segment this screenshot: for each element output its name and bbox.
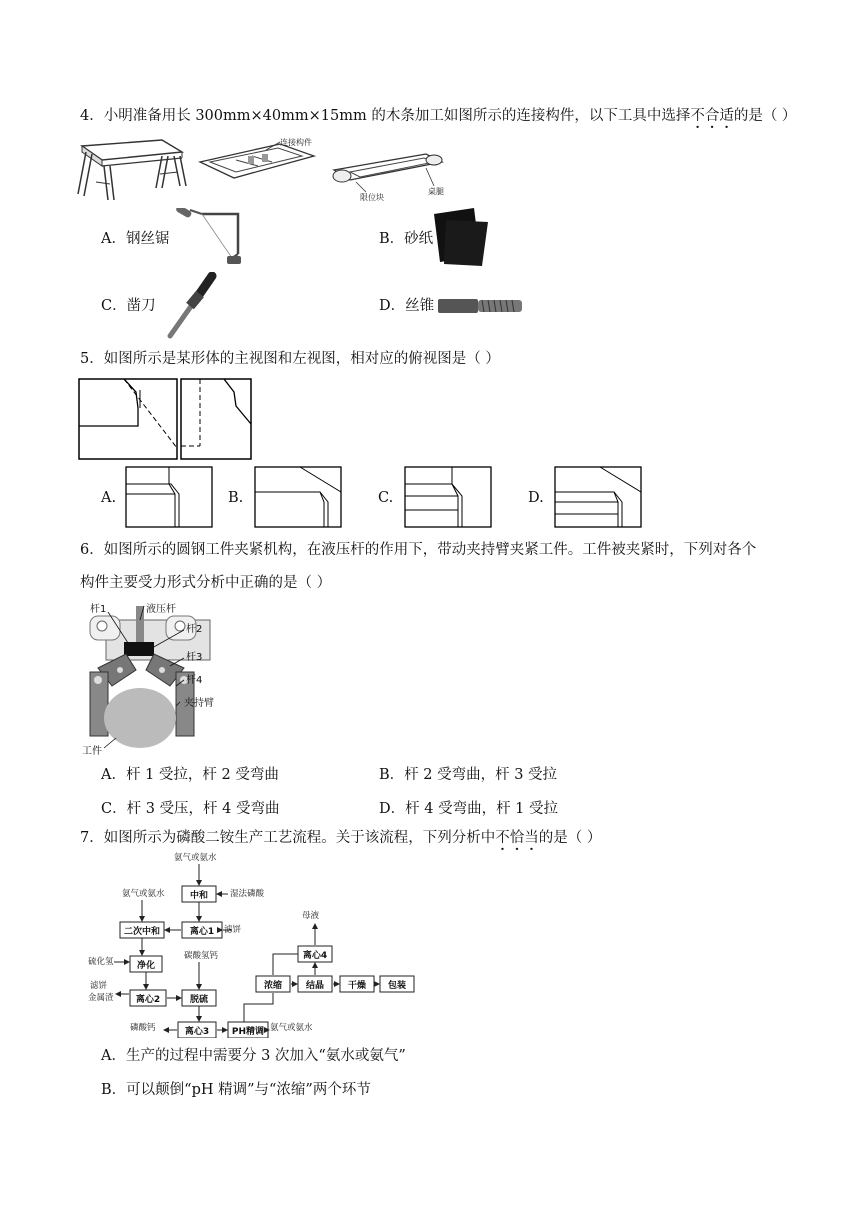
q6-rod1-label: 杆1 [90,604,107,615]
q5-option-c: C. [378,490,394,506]
flow-pack: 包装 [387,981,407,991]
flow-h2s: 硫化氢 [88,957,114,967]
q4-leg-figure [330,150,455,204]
q6-workpiece-label: 工件 [82,746,102,757]
q5-option-c-figure [404,466,492,528]
q4-option-a: A．钢丝锯 [101,231,170,247]
flow-wet-acid: 湿法磷酸 [230,889,265,899]
flow-crystallize: 结晶 [305,981,325,991]
flow-neutralize: 中和 [189,891,209,901]
q6-rod4-label: 杆4 [186,675,203,686]
q4-option-d: D．丝锥 [379,298,435,314]
flow-ammonia-right: 氨气或氨水 [270,1023,313,1033]
q4-emph-1: 不 [690,108,705,124]
flow-centrifuge4: 离心4 [302,951,328,961]
q6-stem-line1: 6．如图所示的圆钢工件夹紧机构，在液压杆的作用下，带动夹持臂夹紧工件。工件被夹紧时，下列对各个 [80,542,757,558]
q6-option-b: B．杆 2 受弯曲，杆 3 受拉 [379,767,558,783]
q7-flowchart [84,852,424,1038]
q7-emph-2: 恰 [509,830,525,846]
q5-option-d: D. [528,490,544,506]
flow-ammonia-left: 氨气或氨水 [122,889,165,899]
flow-centrifuge3: 离心3 [184,1027,210,1037]
q7-stem-pre: 7．如图所示为磷酸二铵生产工艺流程。关于该流程，下列分析中 [80,830,496,846]
flow-filter-cake2a: 滤饼 [90,981,108,991]
q7-emph-3: 当 [524,830,539,846]
q4-connector-label: 连接构件 [280,138,312,147]
q7-emph-1: 不 [495,830,510,846]
chisel-icon [160,272,220,340]
q6-clamp-figure [80,600,230,760]
q7-stem-post: 的是（ ） [538,830,602,846]
q4-emph-2: 合 [704,108,720,124]
flow-ph: PH精调 [231,1027,265,1037]
flow-caso4: 磷酸钙 [130,1023,156,1033]
q4-stop-block-label: 限位块 [360,193,384,202]
flow-centrifuge1: 离心1 [189,927,215,937]
flow-centrifuge2: 离心2 [135,995,161,1005]
q4-stem-post: 的是（ ） [733,108,797,124]
flow-caco3: 碳酸氢钙 [184,951,219,961]
q5-option-a-figure [125,466,213,528]
q4-frame-figure [196,136,326,186]
q5-stem: 5．如图所示是某形体的主视图和左视图，相对应的俯视图是（ ） [80,351,500,367]
q4-table-figure [74,136,189,204]
q6-option-c: C．杆 3 受压，杆 4 受弯曲 [101,801,280,817]
flow-filter-cake1: 滤饼 [224,925,242,935]
q4-stem [80,106,796,126]
flow-filter-cake2b: 金属渣 [88,993,114,1003]
q4-option-b: B．砂纸 [379,231,434,247]
q5-option-a: A. [101,490,117,506]
q5-front-view [78,378,178,460]
q7-stem [80,828,601,848]
q5-option-b: B. [228,490,244,506]
q6-stem-line2: 构件主要受力形式分析中正确的是（ ） [80,575,332,591]
q6-rod3-label: 杆3 [186,652,203,663]
q4-emph-3: 适 [719,108,734,124]
flow-purify: 净化 [136,961,156,971]
q6-option-d: D．杆 4 受弯曲，杆 1 受拉 [379,801,559,817]
flow-second-neutralize: 二次中和 [123,927,161,937]
q4-table-leg-label: 桌腿 [428,187,444,196]
flow-ammonia-top: 氨气或氨水 [174,853,217,863]
q7-option-b: B．可以颠倒“pH 精调”与“浓缩”两个环节 [101,1082,371,1098]
coping-saw-icon [172,208,244,268]
flow-desulfur: 脱硫 [189,995,209,1005]
q6-hydraulic-label: 液压杆 [146,604,176,615]
sandpaper-icon [432,206,494,268]
flow-concentrate: 浓缩 [263,981,283,991]
flow-dry: 干燥 [347,981,367,991]
q4-stem-pre: 4．小明准备用长 300mm×40mm×15mm 的木条加工如图所示的连接构件，以下工具中选择 [80,108,691,124]
tap-icon [436,294,526,318]
q6-arm-label: 夹持臂 [184,698,214,709]
q6-rod2-label: 杆2 [186,624,203,635]
q4-option-c: C．凿刀 [101,298,156,314]
q7-option-a: A．生产的过程中需要分 3 次加入“氨水或氨气” [101,1048,406,1064]
flow-mother-liquor: 母液 [302,911,320,921]
q5-left-view [180,378,252,460]
q6-option-a: A．杆 1 受拉，杆 2 受弯曲 [101,767,279,783]
q5-option-b-figure [254,466,342,528]
q5-option-d-figure [554,466,642,528]
